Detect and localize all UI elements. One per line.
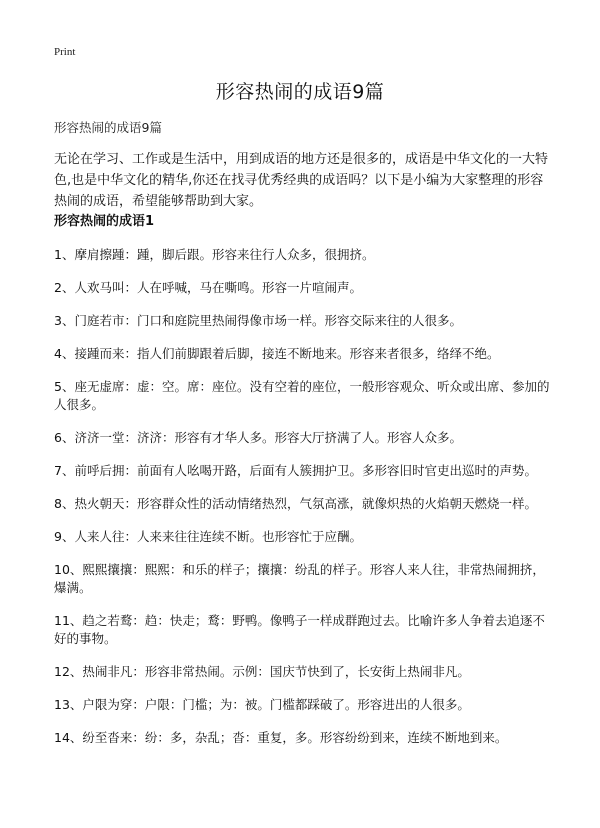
list-item: 13、户限为穿：户限：门槛；为：被。门槛都踩破了。形容进出的人很多。	[54, 697, 470, 712]
list-item: 1、摩肩擦踵：踵，脚后跟。形容来往行人众多，很拥挤。	[54, 247, 375, 262]
list-item: 12、热闹非凡：形容非常热闹。示例：国庆节快到了，长安街上热闹非凡。	[54, 664, 470, 679]
print-label: Print	[54, 46, 76, 58]
document-title: 形容热闹的成语9篇	[215, 81, 385, 103]
list-item: 9、人来人往：人来来往往连续不断。也形容忙于应酬。	[54, 529, 362, 544]
list-item: 8、热火朝天：形容群众性的活动情绪热烈，气氛高涨，就像炽热的火焰朝天燃烧一样。	[54, 496, 537, 511]
list-item: 5、座无虚席：虚：空。席：座位。没有空着的座位，一般形容观众、听众或出席、参加的人很多。	[54, 379, 550, 412]
section-heading: 形容热闹的成语1	[54, 214, 155, 229]
list-item: 7、前呼后拥：前面有人吆喝开路，后面有人簇拥护卫。多形容旧时官吏出巡时的声势。	[54, 463, 537, 478]
intro-paragraph: 无论在学习、工作或是生活中，用到成语的地方还是很多的，成语是中华文化的一大特色,也是中华文化的精华,你还在找寻优秀经典的成语吗？以下是小编为大家整理的形容热闹的成语，希望能够帮助到大家。	[54, 152, 549, 209]
idiom-list	[54, 246, 556, 762]
list-item: 10、熙熙攘攘：熙熙：和乐的样子；攘攘：纷乱的样子。形容人来人往，非常热闹拥挤，爆满。	[54, 562, 545, 595]
list-item: 11、趋之若鹜：趋：快走；鹜：野鸭。像鸭子一样成群跑过去。比喻许多人争着去追逐不好的事物。	[54, 613, 545, 646]
list-item: 6、济济一堂：济济：形容有才华人多。形容大厅挤满了人。形容人众多。	[54, 430, 462, 445]
list-item: 14、纷至沓来：纷：多，杂乱；沓：重复，多。形容纷纷到来，连续不断地到来。	[54, 730, 508, 745]
list-item: 4、接踵而来：指人们前脚跟着后脚，接连不断地来。形容来者很多，络绎不绝。	[54, 346, 500, 361]
list-item: 3、门庭若市：门口和庭院里热闹得像市场一样。形容交际来往的人很多。	[54, 313, 462, 328]
document-subtitle: 形容热闹的成语9篇	[54, 120, 162, 135]
list-item: 2、人欢马叫：人在呼喊，马在嘶鸣。形容一片喧闹声。	[54, 280, 362, 295]
